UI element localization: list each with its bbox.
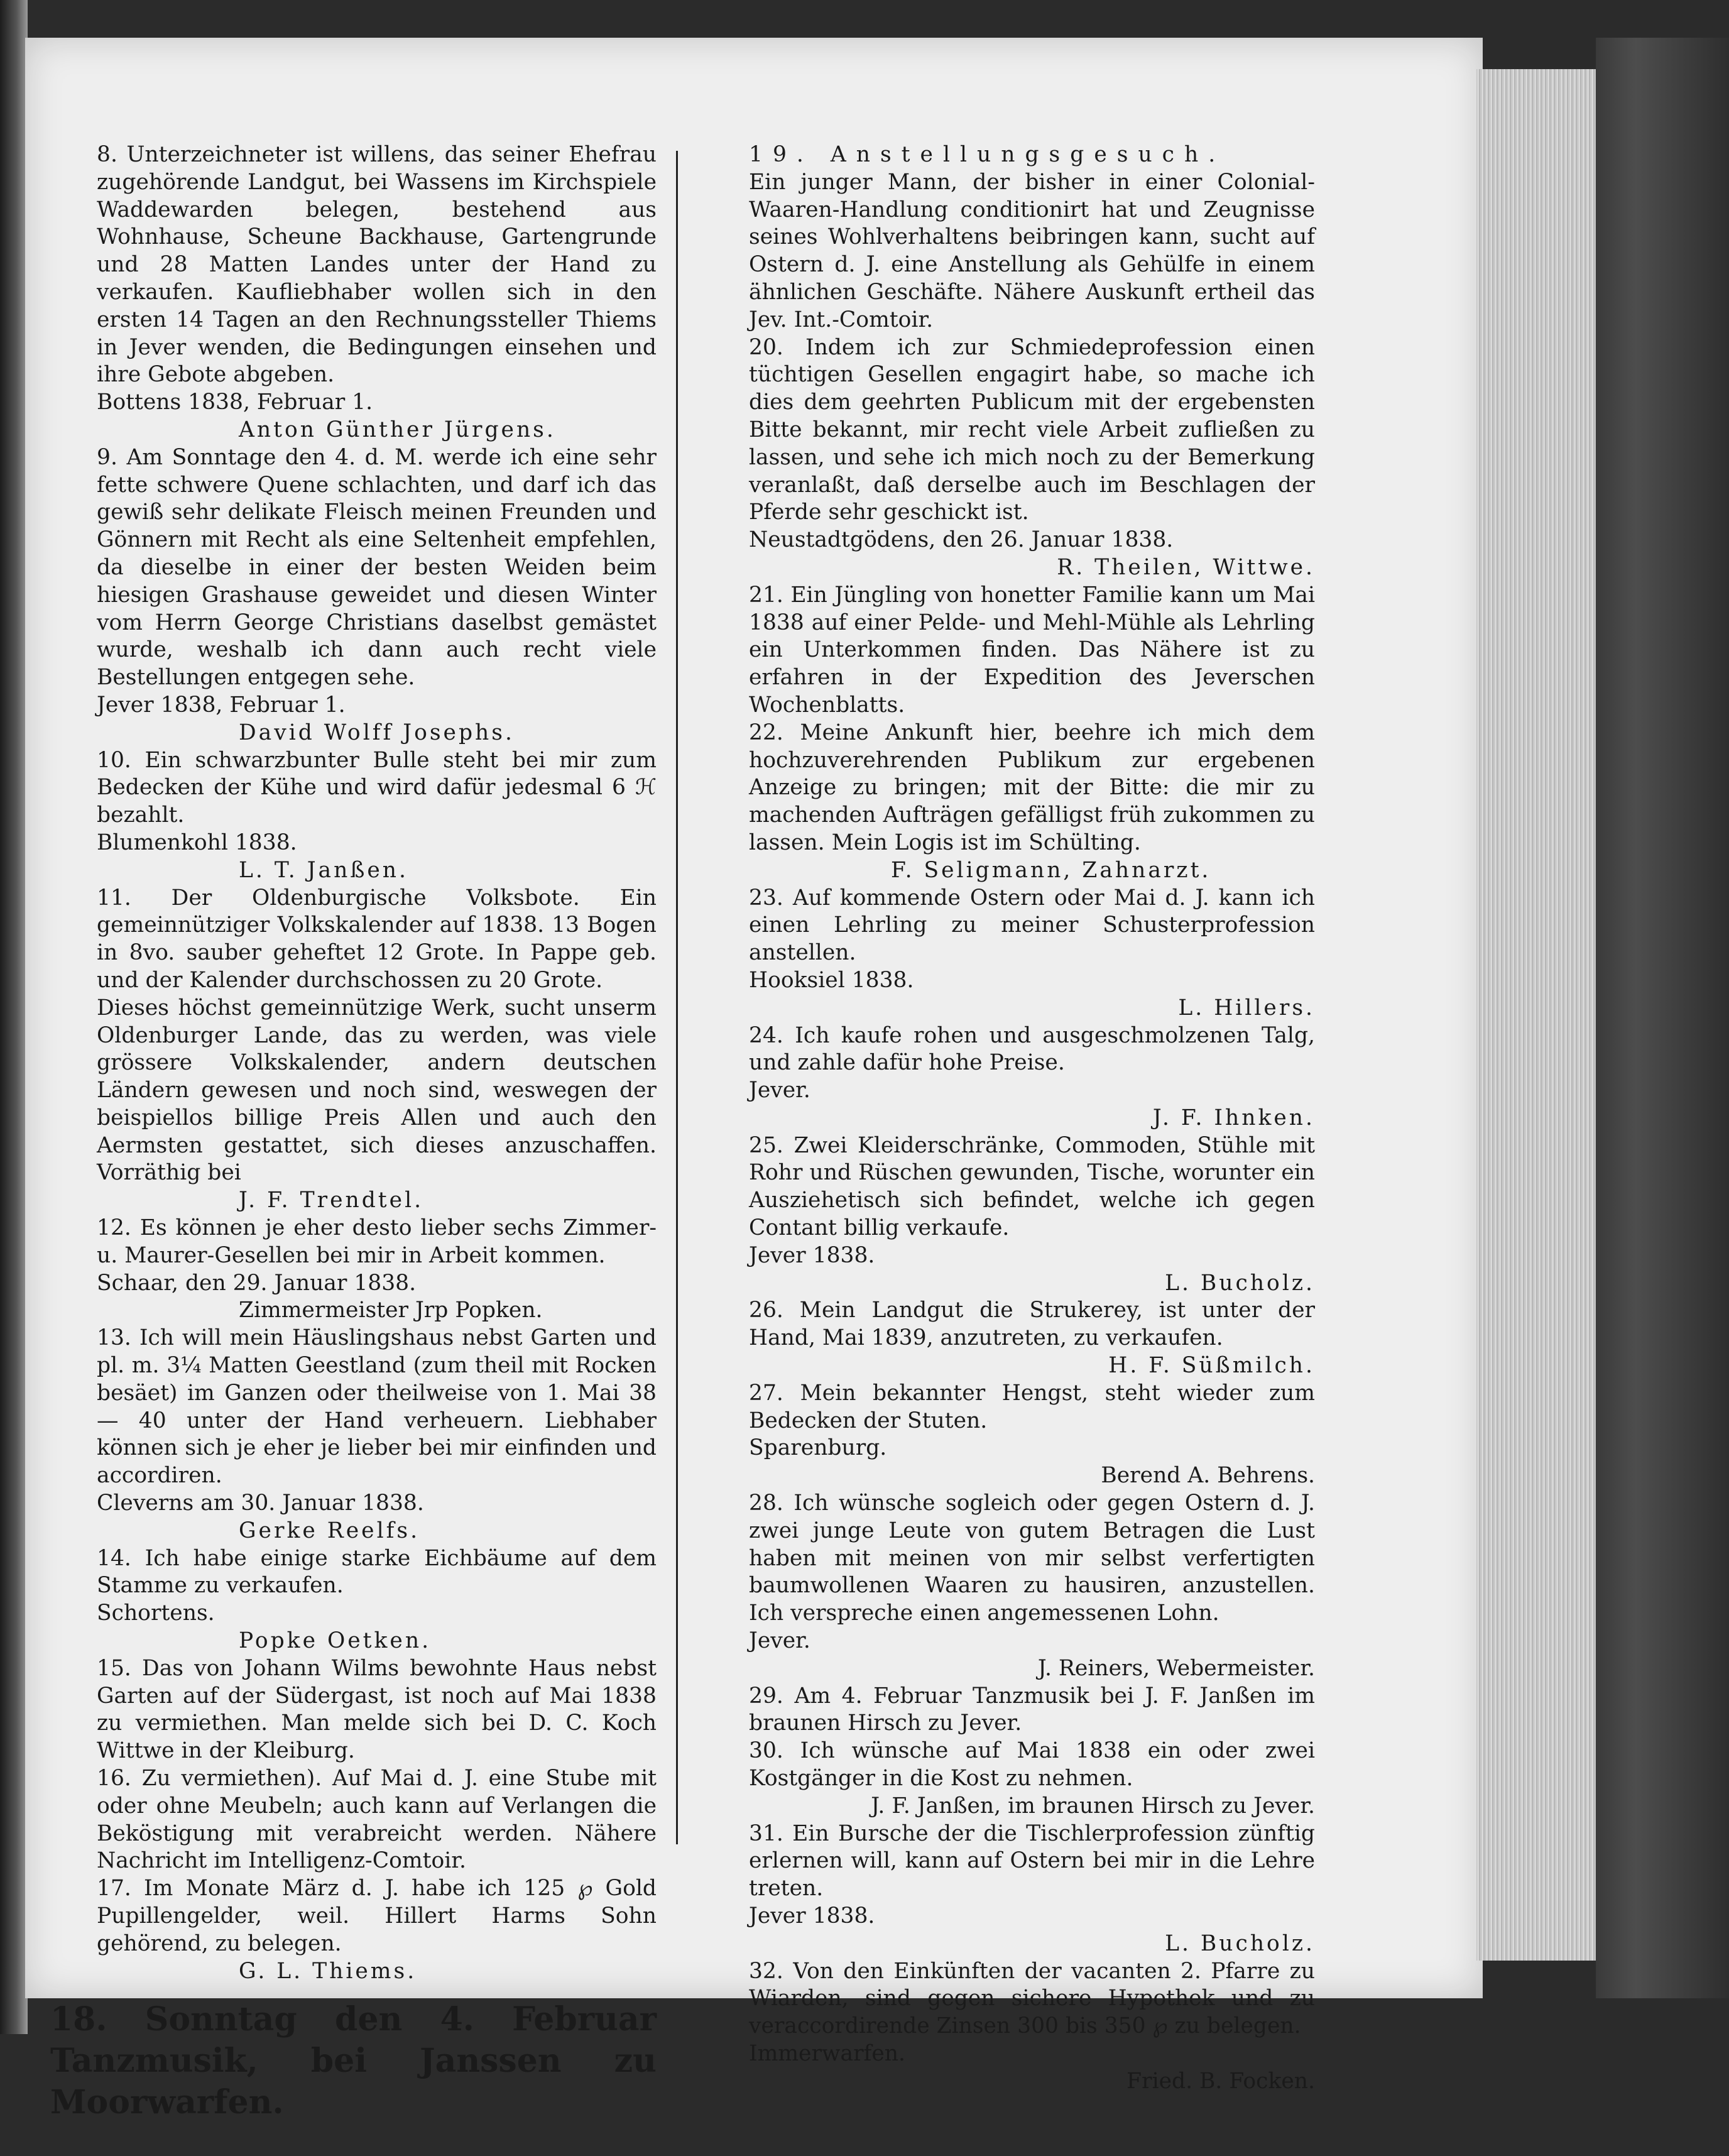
ad-text-continued: Dieses höchst gemeinnützige Werk, sucht unserm Oldenburger Lande, das zu werden, was viele grössere Volkskalender, andern deutschen Ländern gewesen und noch sind, weswegen der beispiellos billige Preis Allen und auch den Aermsten gestattet, sich dieses anzuschaffen. Vorräthig bei — [97, 995, 657, 1186]
right-column — [702, 141, 1315, 2096]
ad-27 — [702, 1380, 1315, 1490]
ad-place: Bottens 1838, Februar 1. — [97, 390, 373, 415]
ad-headline: 18. Sonntag den 4. Februar Tanzmusik, bei Janssen zu Moorwarfen. — [50, 2000, 657, 2122]
ad-place: Jever. — [749, 1628, 810, 1654]
ad-place: Sparenburg. — [749, 1435, 887, 1461]
ad-text: 12. Es können je eher desto lieber sechs Zimmer- u. Maurer-Gesellen bei mir in Arbeit kommen. — [97, 1215, 657, 1268]
ad-signature: David Wolff Josephs. — [239, 720, 515, 745]
ad-29 — [702, 1683, 1315, 1738]
ad-signature: Popke Oetken. — [239, 1628, 432, 1654]
ad-signature: J. F. Janßen, im braunen Hirsch zu Jever. — [871, 1793, 1315, 1819]
ad-heading: 19. Anstellungsgesuch. — [749, 142, 1226, 167]
ad-9 — [50, 444, 657, 747]
ad-signature: J. F. Ihnken. — [1152, 1105, 1315, 1130]
ad-22 — [702, 720, 1315, 885]
ad-signature: G. L. Thiems. — [239, 1958, 417, 1984]
ad-place: Hooksiel 1838. — [749, 967, 914, 993]
ad-text: 13. Ich will mein Häuslingshaus nebst Garten und pl. m. 3¼ Matten Geestland (zum theil mit Rocken besäet) im Ganzen oder theilweise von 1. Mai 38 — 40 unter der Hand verheuern. Liebhaber können sich je eher je lieber bei mir einfinden und accordiren. — [97, 1325, 657, 1489]
ad-text: 25. Zwei Kleiderschränke, Commoden, Stühle mit Rohr und Rüschen gewunden, Tische, worunter ein Ausziehetisch sich befindet, welche ich gegen Contant billig verkaufe. — [749, 1132, 1315, 1241]
ad-11 — [50, 885, 657, 1215]
ad-18 — [50, 1999, 657, 2123]
ad-text: 10. Ein schwarzbunter Bulle steht bei mir zum Bedecken der Kühe und wird dafür jedesmal 6 ℋ bezahlt. — [97, 747, 657, 828]
ad-text: Ein junger Mann, der bisher in einer Colonial-Waaren-Handlung conditionirt hat und Zeugnisse seines Wohlverhaltens beibringen kann, sucht auf Ostern d. J. eine Anstellung als Gehülfe in einem ähnlichen Geschäfte. Nähere Auskunft ertheil das Jev. Int.-Comtoir. — [749, 169, 1315, 332]
ad-10 — [50, 747, 657, 885]
ad-14 — [50, 1545, 657, 1655]
left-column — [50, 141, 657, 2156]
ad-25 — [702, 1132, 1315, 1298]
ad-23 — [702, 885, 1315, 1022]
ad-signature: J. F. Trendtel. — [239, 1188, 424, 1213]
ad-19 — [702, 141, 1315, 334]
ad-signature: L. Hillers. — [1178, 995, 1315, 1021]
ad-text: 17. Im Monate März d. J. habe ich 125 ℘ Gold Pupillengelder, weil. Hillert Harms Sohn gehörend, zu belegen. — [97, 1876, 657, 1956]
ad-text: 29. Am 4. Februar Tanzmusik bei J. F. Janßen im braunen Hirsch zu Jever. — [749, 1683, 1315, 1736]
ad-signature: F. Seligmann, Zahnarzt. — [891, 857, 1211, 883]
book-cover-edge — [1596, 38, 1729, 1998]
column-divider — [676, 151, 678, 1844]
ad-24 — [702, 1022, 1315, 1132]
ad-place: Jever 1838. — [749, 1903, 875, 1929]
ad-text: 26. Mein Landgut die Strukerey, ist unter der Hand, Mai 1839, anzutreten, zu verkaufen. — [749, 1298, 1315, 1351]
ad-text: 9. Am Sonntage den 4. d. M. werde ich eine sehr fette schwere Quene schlachten, und darf ich das gewiß sehr delikate Fleisch meinen Freunden und Gönnern mit Recht als eine Seltenheit empfehlen, da dieselbe in einer der besten Weiden beim hiesigen Grashause geweidet und diesen Winter vom Herrn George Christians daselbst gemästet wurde, weshalb ich dann auch recht viele Bestellungen entgegen sehe. — [97, 444, 657, 691]
page-edges — [1476, 69, 1596, 1961]
ad-text: 15. Das von Johann Wilms bewohnte Haus nebst Garten auf der Südergast, ist noch auf Mai 1838 zu vermiethen. Man melde sich bei D. C. Koch Wittwe in der Kleiburg. — [97, 1655, 657, 1764]
ad-signature: L. Bucholz. — [1165, 1930, 1315, 1956]
ad-signature: H. F. Süßmilch. — [1108, 1353, 1315, 1379]
ad-20 — [702, 334, 1315, 582]
ad-text: 32. Von den Einkünften der vacanten 2. Pfarre zu Wiarden, sind gegen sichere Hypothek und zu veraccordirende Zinsen 300 bis 350 ℘ zu belegen. — [749, 1958, 1315, 2039]
ad-13 — [50, 1325, 657, 1545]
ad-signature: Zimmermeister Jrp Popken. — [239, 1298, 543, 1323]
ad-text: 8. Unterzeichneter ist willens, das seiner Ehefrau zugehörende Landgut, bei Wassens im Kirchspiele Waddewarden belegen, bestehend aus Wohnhause, Scheune Backhause, Gartengrunde und 28 Matten Landes unter der Hand zu verkaufen. Kaufliebhaber wollen sich in den ersten 14 Tagen an den Rechnungssteller Thiems in Jever wenden, die Bedingungen einsehen und ihre Gebote abgeben. — [97, 142, 657, 388]
ad-place: Schortens. — [97, 1601, 215, 1626]
ad-12 — [50, 1215, 657, 1325]
ad-signature: L. Bucholz. — [1165, 1270, 1315, 1296]
ad-15 — [50, 1655, 657, 1765]
ad-31 — [702, 1820, 1315, 1958]
ad-text: 22. Meine Ankunft hier, beehre ich mich dem hochzuverehrenden Publikum zur ergebenen Anzeige zu bringen; mit der Bitte: die mir zu machenden Aufträgen gefälligst früh zukommen zu lassen. Mein Logis ist im Schülting. — [749, 720, 1315, 855]
ad-text: 30. Ich wünsche auf Mai 1838 ein oder zwei Kostgänger in die Kost zu nehmen. — [749, 1738, 1315, 1792]
ad-place: Jever 1838, Februar 1. — [97, 692, 346, 718]
ad-text: 20. Indem ich zur Schmiedeprofession einen tüchtigen Gesellen engagirt habe, so mache ich dies dem geehrten Publicum mit der ergebensten Bitte bekannt, mir recht viele Arbeit zufließen zu lassen, und sehe ich mich noch zu der Bemerkung veranlaßt, daß derselbe auch im Beschlagen der Pferde sehr geschickt ist. — [749, 334, 1315, 525]
ad-place: Jever 1838. — [749, 1242, 875, 1268]
ad-text: 24. Ich kaufe rohen und ausgeschmolzenen Talg, und zahle dafür hohe Preise. — [749, 1022, 1315, 1076]
ad-signature: Gerke Reelfs. — [239, 1518, 420, 1543]
ad-17 — [50, 1875, 657, 1985]
ad-signature: J. Reiners, Webermeister. — [1037, 1655, 1315, 1681]
ad-place: Immerwarfen. — [749, 2040, 905, 2066]
ad-text: 11. Der Oldenburgische Volksbote. Ein gemeinnütziger Volkskalender auf 1838. 13 Bogen in 8vo. sauber geheftet 12 Grote. In Pappe geb. und der Kalender durchschossen zu 20 Grote. — [97, 885, 657, 993]
ad-30 — [702, 1737, 1315, 1820]
ad-place: Blumenkohl 1838. — [97, 829, 297, 855]
ad-text: 28. Ich wünsche sogleich oder gegen Ostern d. J. zwei junge Leute von gutem Betragen die Lust haben mit meinen von mir selbst verfertigten baumwollenen Waaren zu hausiren, anzustellen. Ich verspreche einen angemessenen Lohn. — [749, 1491, 1315, 1626]
ad-16 — [50, 1765, 657, 1875]
ad-signature: Berend A. Behrens. — [1101, 1463, 1315, 1489]
ad-8 — [50, 141, 657, 444]
ad-place: Schaar, den 29. Januar 1838. — [97, 1270, 417, 1296]
ad-signature: Anton Günther Jürgens. — [239, 417, 556, 442]
ad-text: 16. Zu vermiethen). Auf Mai d. J. eine Stube mit oder ohne Meubeln; auch kann auf Verlangen die Beköstigung mit verabreicht werden. Nähere Nachricht im Intelligenz-Comtoir. — [97, 1766, 657, 1874]
ad-signature: Fried. B. Focken. — [1126, 2068, 1315, 2094]
ad-text: 14. Ich habe einige starke Eichbäume auf dem Stamme zu verkaufen. — [97, 1545, 657, 1599]
ad-32 — [702, 1958, 1315, 2096]
ad-28 — [702, 1490, 1315, 1683]
ad-text: 27. Mein bekannter Hengst, steht wieder zum Bedecken der Stuten. — [749, 1380, 1315, 1433]
ad-place: Cleverns am 30. Januar 1838. — [97, 1491, 424, 1516]
ad-26 — [702, 1297, 1315, 1379]
ad-place: Jever. — [749, 1078, 810, 1103]
ad-text: 23. Auf kommende Ostern oder Mai d. J. kann ich einen Lehrling zu meiner Schusterprofession anstellen. — [749, 885, 1315, 966]
book-left-margin — [0, 0, 28, 2034]
ad-21 — [702, 582, 1315, 720]
ad-signature: R. Theilen, Wittwe. — [1057, 554, 1315, 580]
ad-place: Neustadtgödens, den 26. Januar 1838. — [749, 527, 1174, 553]
ad-text: 31. Ein Bursche der die Tischlerprofession zünftig erlernen will, kann auf Ostern bei mir in die Lehre treten. — [749, 1820, 1315, 1902]
ad-signature: L. T. Janßen. — [239, 857, 408, 883]
ad-text: 21. Ein Jüngling von honetter Familie kann um Mai 1838 auf einer Pelde- und Mehl-Mühle als Lehrling ein Unterkommen finden. Das Nähere ist zu erfahren in der Expedition des Jeverschen Wochenblatts. — [749, 582, 1315, 718]
